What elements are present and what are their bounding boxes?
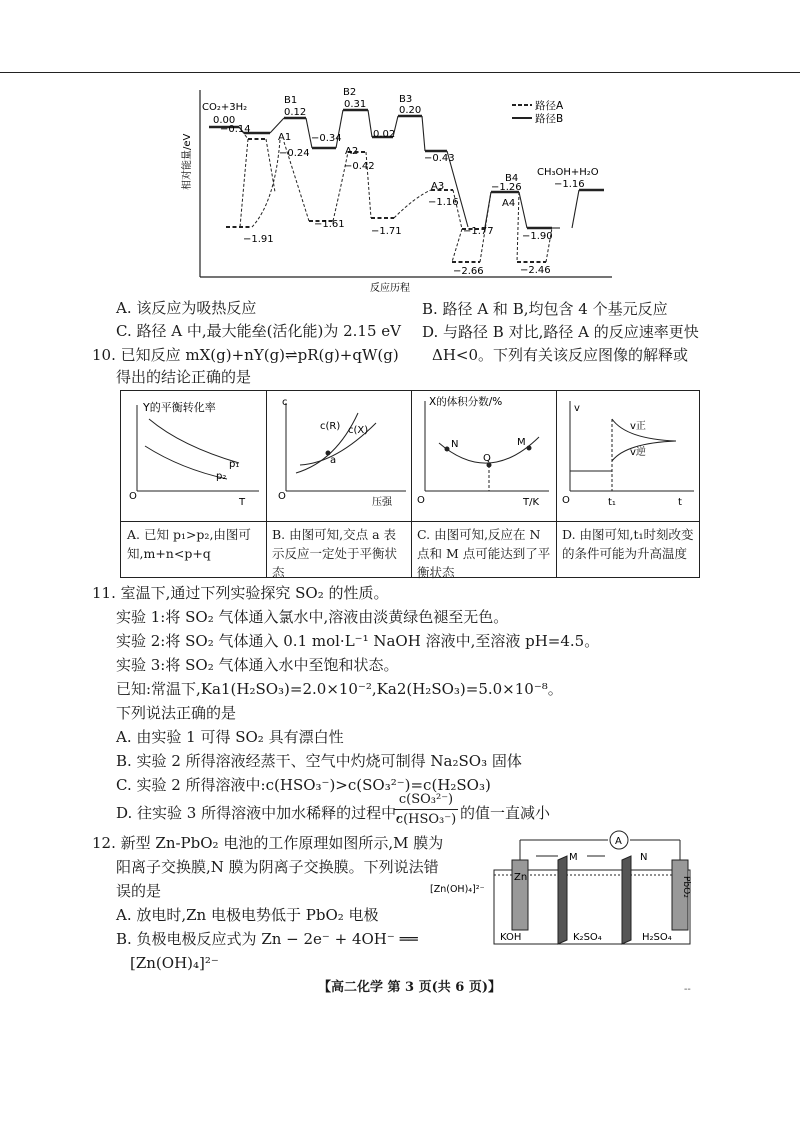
battery-cell-diagram: [430, 830, 700, 950]
q9-option-d: D. 与路径 B 对比,路径 A 的反应速率更快: [422, 323, 699, 341]
g2-cR: c(R): [320, 421, 341, 432]
q10-graph-3: [411, 391, 556, 521]
energy-xlabel: 反应历程: [370, 283, 410, 292]
value-m034: −0.34: [311, 133, 342, 144]
value-0: 0.00: [213, 115, 236, 126]
value-m024: −0.24: [279, 148, 310, 159]
q11-option-d-end: 的值一直减小: [460, 804, 551, 822]
q11-exp1: 实验 1:将 SO₂ 气体通入氯水中,溶液由淡黄绿色褪至无色。: [116, 608, 509, 626]
zn-electrode-label: Zn: [514, 872, 528, 883]
g2-origin: O: [278, 491, 286, 502]
q12-stem-1: 12. 新型 Zn-PbO₂ 电池的工作原理如图所示,M 膜为: [92, 834, 444, 852]
legend-path-b: 路径B: [535, 113, 564, 125]
g2-point-a: a: [330, 455, 337, 466]
g4-origin: O: [562, 495, 570, 506]
fraction-denominator: c(HSO₃⁻): [395, 812, 457, 827]
ammeter-label: A: [615, 836, 622, 847]
g3-ylabel: X的体积分数/%: [429, 396, 503, 408]
h2so4-label: H₂SO₄: [642, 932, 672, 943]
energy-profile-diagram: [180, 82, 620, 292]
g1-p1: p₁: [229, 459, 240, 470]
legend-path-a: 路径A: [535, 100, 564, 112]
value-m190: −1.90: [522, 231, 553, 242]
q11-stem: 11. 室温下,通过下列实验探究 SO₂ 的性质。: [92, 584, 389, 602]
top-rule: [0, 72, 800, 73]
q10-graph-2: [266, 391, 411, 521]
q9-option-c: C. 路径 A 中,最大能垒(活化能)为 2.15 eV: [116, 322, 401, 340]
g1-ylabel: Y的平衡转化率: [143, 401, 216, 414]
g4-v-reverse: v逆: [630, 447, 646, 458]
q11-exp3: 实验 3:将 SO₂ 气体通入水中至饱和状态。: [116, 656, 399, 674]
q12-option-b-cont: [Zn(OH)₄]²⁻: [130, 954, 219, 972]
g2-cX: c(X): [348, 425, 369, 436]
value-m043: −0.43: [424, 153, 455, 164]
label-b4: B4: [505, 173, 519, 184]
q10-stem-line1: 10. 已知反应 mX(g)+nY(g)⇌pR(g)+qW(g): [92, 346, 399, 364]
value-m116: −1.16: [428, 197, 459, 208]
g1-xlabel: T: [239, 497, 246, 508]
label-a1: A1: [278, 132, 292, 143]
g4-xlabel: t: [678, 497, 682, 508]
q12-stem-3: 误的是: [116, 882, 162, 900]
g1-origin: O: [129, 491, 137, 502]
value-031: 0.31: [344, 99, 367, 110]
q12-option-b: B. 负极电极反应式为 Zn − 2e⁻ + 4OH⁻ ══: [116, 930, 418, 948]
q10-option-b: B. 由图可知,交点 a 表示反应一定处于平衡状态: [272, 527, 398, 580]
page-footer: 【高二化学 第 3 页(共 6 页)】: [318, 980, 502, 995]
label-start: CO₂+3H₂: [202, 102, 248, 113]
q11-option-d: D. 往实验 3 所得溶液中加水稀释的过程中,: [116, 804, 401, 822]
label-a4: A4: [502, 198, 516, 209]
q11-exp2: 实验 2:将 SO₂ 气体通入 0.1 mol·L⁻¹ NaOH 溶液中,至溶液 pH=4.5。: [116, 632, 600, 650]
value-m171: −1.71: [371, 226, 402, 237]
q9-option-a: A. 该反应为吸热反应: [116, 299, 257, 317]
q10-stem-line2: 得出的结论正确的是: [116, 368, 252, 386]
g2-xlabel: 压强: [372, 497, 392, 508]
energy-ylabel: 相对能量/eV: [182, 133, 193, 190]
q10-graph-4: [556, 391, 701, 521]
q11-given: 已知:常温下,Ka1(H₂SO₃)=2.0×10⁻²,Ka2(H₂SO₃)=5.0×10⁻⁸。: [116, 680, 563, 698]
value-m246: −2.46: [520, 265, 551, 276]
value-m177: −1.77: [463, 226, 494, 237]
g3-N: N: [451, 439, 459, 450]
g1-p2: p₂: [216, 471, 227, 482]
q11-option-a: A. 由实验 1 可得 SO₂ 具有漂白性: [116, 728, 344, 746]
q11-option-b: B. 实验 2 所得溶液经蒸干、空气中灼烧可制得 Na₂SO₃ 固体: [116, 752, 522, 770]
value-m126: −1.26: [491, 182, 522, 193]
zincate-label: [Zn(OH)₄]²⁻: [430, 884, 485, 895]
label-a3: A3: [431, 181, 445, 192]
q10-graph-table: [120, 390, 700, 578]
value-020: 0.20: [399, 105, 422, 116]
label-b2: B2: [343, 87, 357, 98]
g2-ylabel: c: [282, 397, 288, 408]
g3-Q: Q: [483, 453, 491, 464]
membrane-n-label: N: [640, 852, 648, 863]
value-002: 0.02: [373, 129, 396, 140]
value-012: 0.12: [284, 107, 307, 118]
q12-option-a: A. 放电时,Zn 电极电势低于 PbO₂ 电极: [116, 906, 379, 924]
label-a2: A2: [345, 146, 359, 157]
q9-option-b: B. 路径 A 和 B,均包含 4 个基元反应: [422, 300, 668, 318]
g3-xlabel: T/K: [523, 497, 540, 508]
label-b1: B1: [284, 95, 298, 106]
membrane-m-label: M: [569, 852, 578, 863]
value-m042: −0.42: [344, 161, 375, 172]
q11-option-c: C. 实验 2 所得溶液中:c(HSO₃⁻)>c(SO₃²⁻)=c(H₂SO₃): [116, 776, 491, 794]
g4-ylabel: v: [574, 403, 580, 414]
q11-fraction: [394, 790, 458, 829]
g3-M: M: [517, 437, 526, 448]
label-end: CH₃OH+H₂O: [537, 167, 599, 178]
g3-origin: O: [417, 495, 425, 506]
value-m116-end: −1.16: [554, 179, 585, 190]
q10-option-a: A. 已知 p₁>p₂,由图可知,m+n<p+q: [127, 527, 251, 561]
pbo2-electrode-label: PbO₂: [681, 876, 691, 898]
q11-prompt: 下列说法正确的是: [116, 704, 237, 722]
label-b3: B3: [399, 94, 413, 105]
g4-v-forward: v正: [630, 421, 646, 432]
k2so4-label: K₂SO₄: [573, 932, 602, 943]
q10-option-c: C. 由图可知,反应在 N 点和 M 点可能达到了平衡状态: [417, 527, 551, 580]
value-m191: −1.91: [243, 234, 274, 245]
q10-option-d: D. 由图可知,t₁时刻改变的条件可能为升高温度: [562, 527, 694, 561]
q12-stem-2: 阳离子交换膜,N 膜为阴离子交换膜。下列说法错: [116, 858, 439, 876]
value-m266: −2.66: [453, 266, 484, 277]
corner-mark: --: [684, 984, 691, 995]
g4-t1: t₁: [608, 497, 616, 508]
value-m014: −0.14: [220, 124, 251, 135]
fraction-numerator: c(SO₃²⁻): [394, 790, 458, 810]
q10-graph-1: [121, 391, 266, 521]
value-m161: −1.61: [314, 219, 345, 230]
koh-label: KOH: [500, 932, 522, 943]
q10-stem-line1b: ΔH<0。下列有关该反应图像的解释或: [432, 346, 689, 364]
